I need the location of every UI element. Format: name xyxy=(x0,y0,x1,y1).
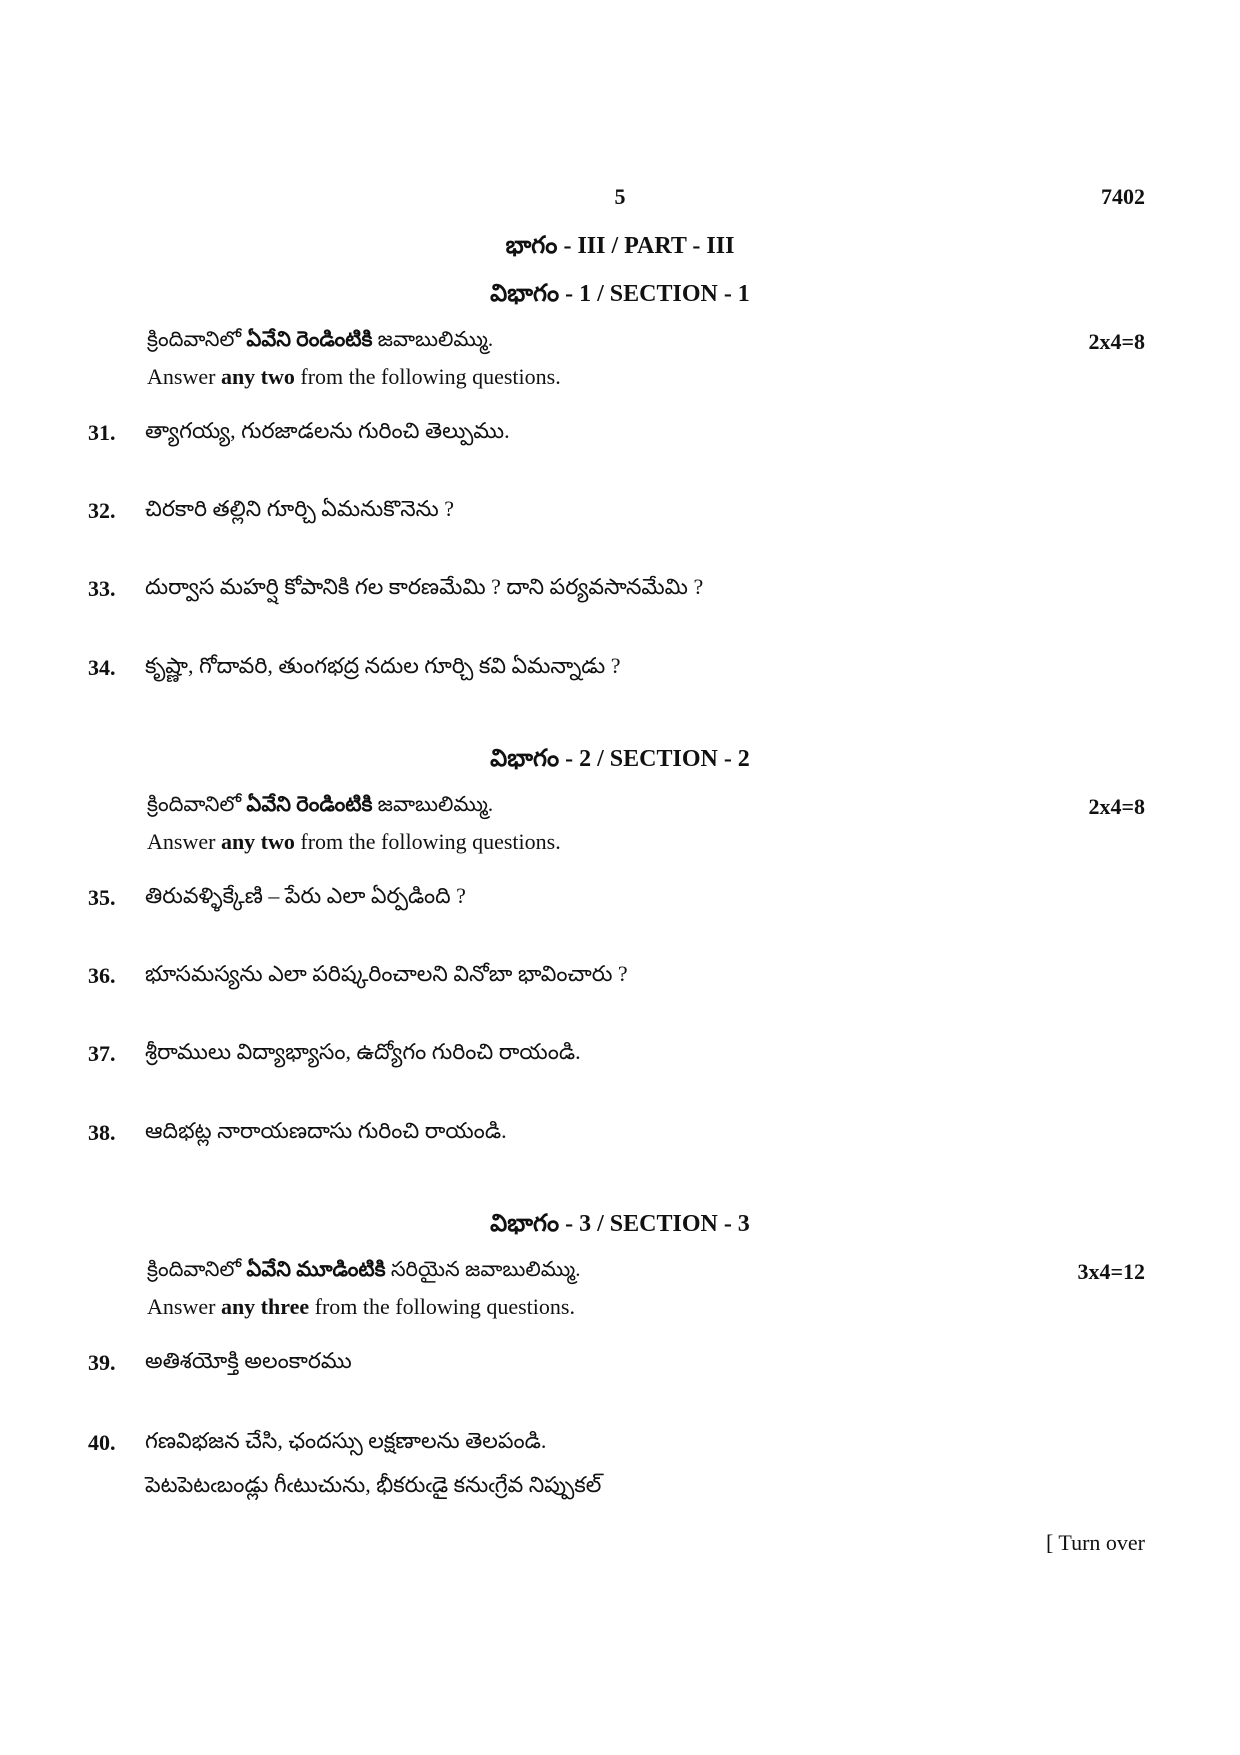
question-31-text: త్యాగయ్య, గురజాడలను గురించి తెల్పుము. xyxy=(145,418,510,443)
section-2-instruction-telugu: క్రిందివానిలో ఏవేని రెండింటికి జవాబులిమ్ము. xyxy=(147,792,494,816)
page-number: 5 xyxy=(614,184,626,209)
question-32-text: చిరకారి తల్లిని గూర్చి ఏమనుకొనెను ? xyxy=(145,496,454,521)
section-3-instruction-english: Answer any three from the following questions. xyxy=(147,1294,575,1319)
turn-over-note: [ Turn over xyxy=(1045,1530,1145,1555)
section-2-title: విభాగం - 2 / SECTION - 2 xyxy=(490,746,750,772)
part-title: భాగం - III / PART - III xyxy=(505,233,735,259)
question-40-number: 40. xyxy=(88,1430,116,1455)
paper-code: 7402 xyxy=(1101,184,1145,209)
question-40-text: గణవిభజన చేసి, ఛందస్సు లక్షణాలను తెలపండి. xyxy=(145,1428,547,1453)
question-35-text: తిరువళ్ళిక్కేణి – పేరు ఎలా ఏర్పడింది ? xyxy=(145,883,466,908)
section-3-title: విభాగం - 3 / SECTION - 3 xyxy=(490,1211,750,1237)
question-33-text: దుర్వాస మహర్షి కోపానికి గల కారణమేమి ? దాని పర్యవసానమేమి ? xyxy=(145,574,704,599)
question-34-number: 34. xyxy=(88,655,116,680)
question-35-number: 35. xyxy=(88,885,116,910)
section-2-marks: 2x4=8 xyxy=(1088,794,1145,819)
question-38-text: ఆదిభట్ల నారాయణదాసు గురించి రాయండి. xyxy=(145,1118,507,1143)
section-1-instruction-telugu: క్రిందివానిలో ఏవేని రెండింటికి జవాబులిమ్ము. xyxy=(147,327,494,351)
question-38-number: 38. xyxy=(88,1120,116,1145)
question-33-number: 33. xyxy=(88,576,116,601)
question-37-text: శ్రీరాములు విద్యాభ్యాసం, ఉద్యోగం గురించి రాయండి. xyxy=(145,1039,581,1064)
section-3-instruction-telugu: క్రిందివానిలో ఏవేని మూడింటికి సరియైన జవాబులిమ్ము. xyxy=(147,1257,581,1281)
question-32-number: 32. xyxy=(88,498,116,523)
question-36-text: భూసమస్యను ఎలా పరిష్కరించాలని వినోబా భావించారు ? xyxy=(145,961,628,986)
question-36-number: 36. xyxy=(88,963,116,988)
section-1-instruction-english: Answer any two from the following questions. xyxy=(147,364,561,389)
section-3-marks: 3x4=12 xyxy=(1077,1259,1145,1284)
question-39-number: 39. xyxy=(88,1350,116,1375)
question-34-text: కృష్ణా, గోదావరి, తుంగభద్ర నదుల గూర్చి కవి ఏమన్నాడు ? xyxy=(145,653,621,678)
question-39-text: అతిశయోక్తి అలంకారము xyxy=(145,1348,352,1373)
question-40-verse: పెటపెటఁబండ్లు గీఁటుచును, భీకరుఁడై కనుఁగ్రేవ నిప్పుకల్ xyxy=(145,1472,602,1497)
question-31-number: 31. xyxy=(88,420,116,445)
section-1-title: విభాగం - 1 / SECTION - 1 xyxy=(490,281,750,307)
question-37-number: 37. xyxy=(88,1041,116,1066)
section-2-instruction-english: Answer any two from the following questions. xyxy=(147,829,561,854)
section-1-marks: 2x4=8 xyxy=(1088,329,1145,354)
